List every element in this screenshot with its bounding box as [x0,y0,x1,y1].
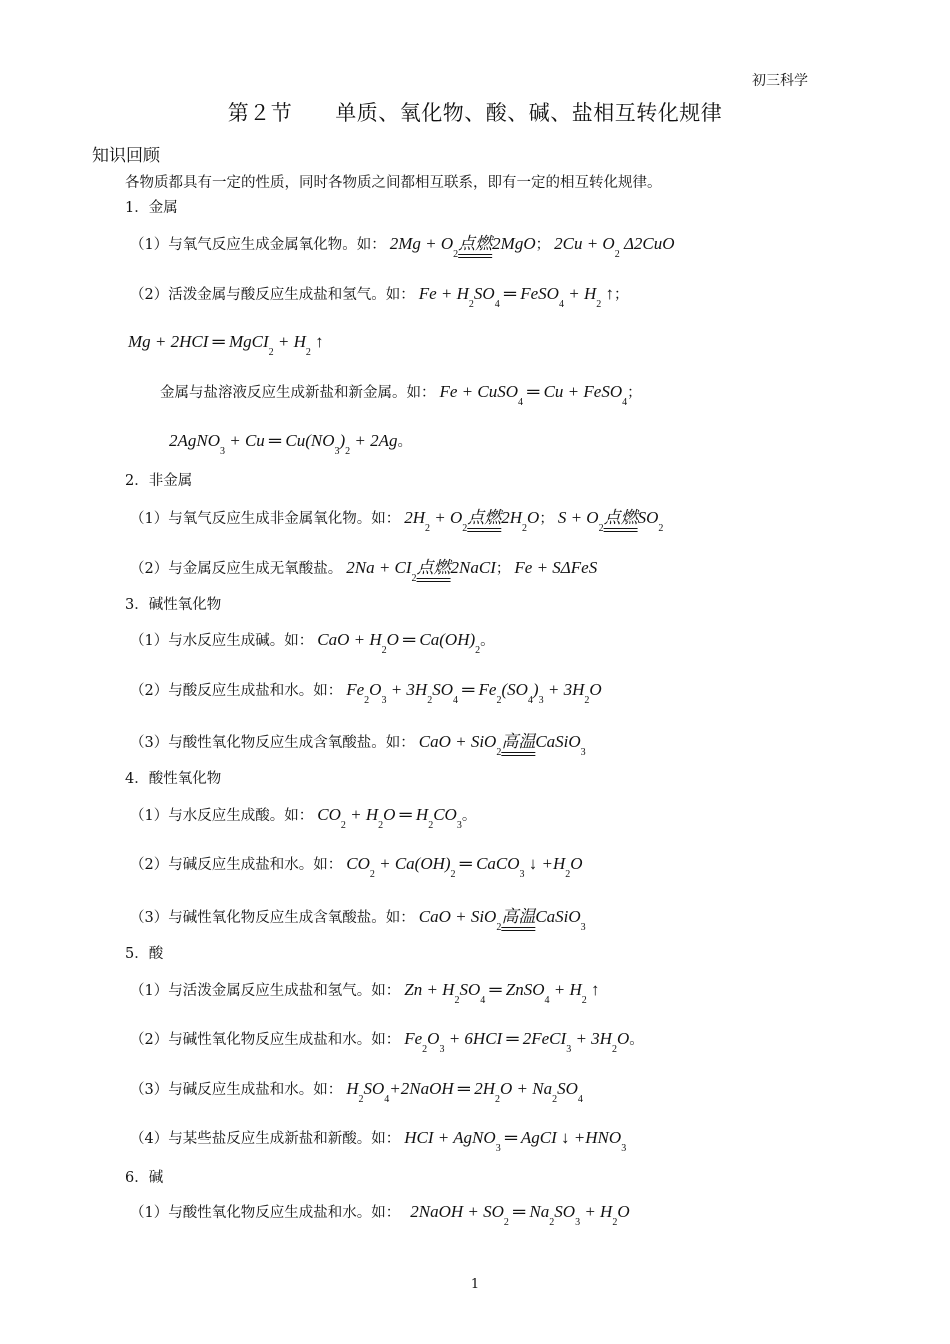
equation: CaO + SiO$_2$高温CaSiO$_3$ [418,907,586,933]
equation: $2Cu + O_2$ Δ2CuO [554,234,675,260]
equation: Mg + 2HCI ═ MgCI$_2$ + $H_2$ ↑ [128,332,324,358]
equation: 2AgNO$_3$ + Cu ═ $Cu(NO_3)_2 + 2Ag$ [169,431,398,457]
heading-acidic-oxide: 4．酸性氧化物 [125,771,222,787]
equation: $H_2SO_4+2NaOH$ ═ $2H_2O + Na_2SO_4$ [346,1079,583,1105]
equation: $CO_2 + Ca(OH)_2$ ═ CaCO$_3$ ↓ $+H_2O$ [346,854,583,880]
equation: $2Mg + O_2$点燃2MgO [389,234,536,260]
equation: $Fe_2O_3 + 3H_2SO_4$ ═ $Fe_2(SO_4)_3 + 3H_2O$ [346,680,602,706]
equation: Fe + SΔFeS [514,558,598,577]
equation: $S + O_2$点燃$SO_2$ [557,508,664,534]
equation: $2Na + CI_2$点燃2NaCI [346,558,496,584]
intro-paragraph: 各物质都具有一定的性质，同时各物质之间都相互联系，即有一定的相互转化规律。 [125,175,662,191]
base-item-1: （1）与酸性氧化物反应生成盐和水。如： 2NaOH + $SO_2$ ═ $Na_2SO_3 + H_2O$ [130,1202,630,1228]
heading-metal: 1．金属 [125,200,178,216]
basic-oxide-item-1: （1）与水反应生成碱。如： CaO + $H_2O$ ═ $Ca(OH)_2$。 [130,630,495,656]
metal-item-1: （1）与氧气反应生成金属氧化物。如： $2Mg + O_2$点燃2MgO； $2Cu + O_2$ Δ2CuO [130,234,675,260]
metal-item-3: 金属与盐溶液反应生成新盐和新金属。如： Fe + CuSO$_4$ ═ Cu + FeSO$_4$； [160,382,642,408]
acid-item-3: （3）与碱反应生成盐和水。如： $H_2SO_4+2NaOH$ ═ $2H_2O + Na_2SO_4$ [130,1079,583,1105]
metal-item-2-cont [124,332,324,358]
heading-base: 6．碱 [125,1170,164,1186]
page-number: 1 [470,1277,480,1292]
equation: CaO + SiO$_2$高温CaSiO$_3$ [418,732,586,758]
equation: $2H_2 + O_2$点燃$2H_2O$ [404,508,540,534]
equation: HCI + AgNO$_3$ ═ AgCI ↓ $+HNO_3$ [404,1128,627,1154]
acid-item-1: （1）与活泼金属反应生成盐和氢气。如： $Zn + H_2SO_4$ ═ ZnSO$_4$ + $H_2$ ↑ [130,980,600,1006]
basic-oxide-item-2: （2）与酸反应生成盐和水。如： $Fe_2O_3 + 3H_2SO_4$ ═ $Fe_2(SO_4)_3 + 3H_2O$ [130,680,602,706]
nonmetal-item-1: （1）与氧气反应生成非金属氧化物。如： $2H_2 + O_2$点燃$2H_2O$； $S + O_2$点燃$SO_2$ [130,508,664,534]
equation: 2NaOH + $SO_2$ ═ $Na_2SO_3 + H_2O$ [410,1202,630,1228]
equation: $CO_2 + H_2O$ ═ $H_2CO_3$ [317,805,462,831]
heading-nonmetal: 2．非金属 [125,473,193,489]
equation: $Fe + H_2SO_4$ ═ FeSO$_4$ + $H_2$ ↑ [418,284,614,310]
nonmetal-item-2: （2）与金属反应生成无氧酸盐。 $2Na + CI_2$点燃2NaCI； Fe + SΔFeS [130,558,598,584]
acid-item-2: （2）与碱性氧化物反应生成盐和水。如： $Fe_2O_3 + 6HCI$ ═ 2FeCI$_3$ + $3H_2O$。 [130,1029,644,1055]
acidic-oxide-item-2: （2）与碱反应生成盐和水。如： $CO_2 + Ca(OH)_2$ ═ CaCO$_3$ ↓ $+H_2O$ [130,854,583,880]
equation: $Zn + H_2SO_4$ ═ ZnSO$_4$ + $H_2$ ↑ [404,980,600,1006]
section-heading: 知识回顾 [92,146,160,166]
metal-item-3-cont: 2AgNO$_3$ + Cu ═ $Cu(NO_3)_2 + 2Ag$。 [169,431,413,457]
header-subject: 初三科学 [752,73,808,89]
acid-item-4: （4）与某些盐反应生成新盐和新酸。如： HCI + AgNO$_3$ ═ AgCI ↓ $+HNO_3$ [130,1128,627,1154]
heading-acid: 5．酸 [125,946,164,962]
acidic-oxide-item-1: （1）与水反应生成酸。如： $CO_2 + H_2O$ ═ $H_2CO_3$。 [130,805,477,831]
equation: Fe + CuSO$_4$ ═ Cu + FeSO$_4$ [439,382,628,408]
page-title: 第２节 单质、氧化物、酸、碱、盐相互转化规律 [227,101,723,125]
heading-basic-oxide: 3．碱性氧化物 [125,597,222,613]
metal-item-2: （2）活泼金属与酸反应生成盐和氢气。如： $Fe + H_2SO_4$ ═ FeSO$_4$ + $H_2$ ↑； [130,284,629,310]
equation: CaO + $H_2O$ ═ $Ca(OH)_2$ [317,630,481,656]
acidic-oxide-item-3: （3）与碱性氧化物反应生成含氧酸盐。如： CaO + SiO$_2$高温CaSiO$_3$ [130,907,586,933]
equation: $Fe_2O_3 + 6HCI$ ═ 2FeCI$_3$ + $3H_2O$ [404,1029,630,1055]
basic-oxide-item-3: （3）与酸性氧化物反应生成含氧酸盐。如： CaO + SiO$_2$高温CaSiO$_3$ [130,732,586,758]
